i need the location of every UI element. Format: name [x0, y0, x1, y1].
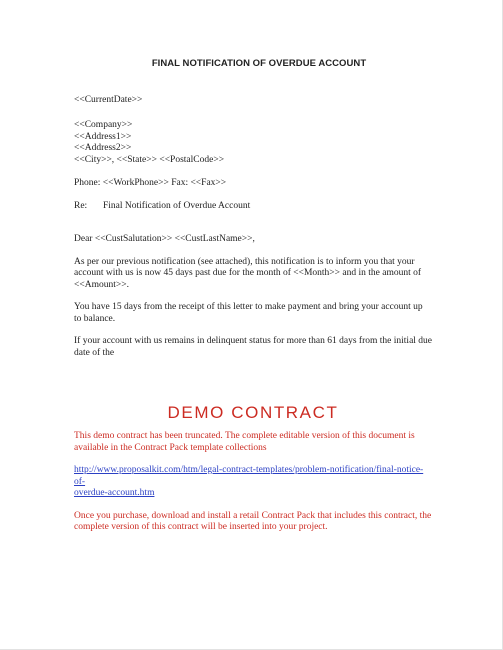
city-state-postal-field: <<City>>, <<State>> <<PostalCode>> [74, 154, 225, 165]
re-line [74, 201, 432, 213]
demo-contract-heading: DEMO CONTRACT [167, 403, 339, 422]
paragraph-overdue-notice: As per our previous notification (see attached), this notification is to inform you that your account with us is now 45 days past due for the month of <<Month>> and in the amount of <<Amount>>. [74, 256, 422, 290]
link-url-part2[interactable]: overdue-account.htm [74, 488, 155, 498]
letter-content [74, 58, 432, 534]
salutation: Dear <<CustSalutation>> <<CustLastName>>, [74, 234, 255, 244]
re-subject: Final Notification of Overdue Account [103, 200, 251, 211]
phone-fax-line: Phone: <<WorkPhone>> Fax: <<Fax>> [74, 178, 227, 188]
recipient-address-block [74, 120, 432, 166]
paragraph-delinquent-status: If your account with us remains in delinquent status for more than 61 days from the initial due date of the [74, 336, 433, 358]
address1-field: <<Address1>> [74, 131, 132, 142]
paragraph-payment-deadline: You have 15 days from the receipt of this letter to make payment and bring your account up to balance. [74, 302, 423, 324]
address2-field: <<Address2>> [74, 143, 132, 153]
re-label: Re: [74, 200, 88, 211]
truncation-notice: This demo contract has been truncated. The complete editable version of this document is available in the Contract Pack template collections [74, 431, 415, 453]
current-date-field: <<CurrentDate>> [74, 94, 143, 105]
purchase-note: Once you purchase, download and install a retail Contract Pack that includes this contract, the complete version of this contract will be inserted into your project. [74, 510, 432, 532]
company-field: <<Company>> [74, 120, 133, 130]
letter-title: FINAL NOTIFICATION OF OVERDUE ACCOUNT [151, 58, 367, 69]
link-url-part1[interactable]: http://www.proposalkit.com/htm/legal-contract-templates/problem-notification/final-notice-of- [74, 465, 424, 487]
contract-pack-link[interactable] [74, 465, 432, 500]
